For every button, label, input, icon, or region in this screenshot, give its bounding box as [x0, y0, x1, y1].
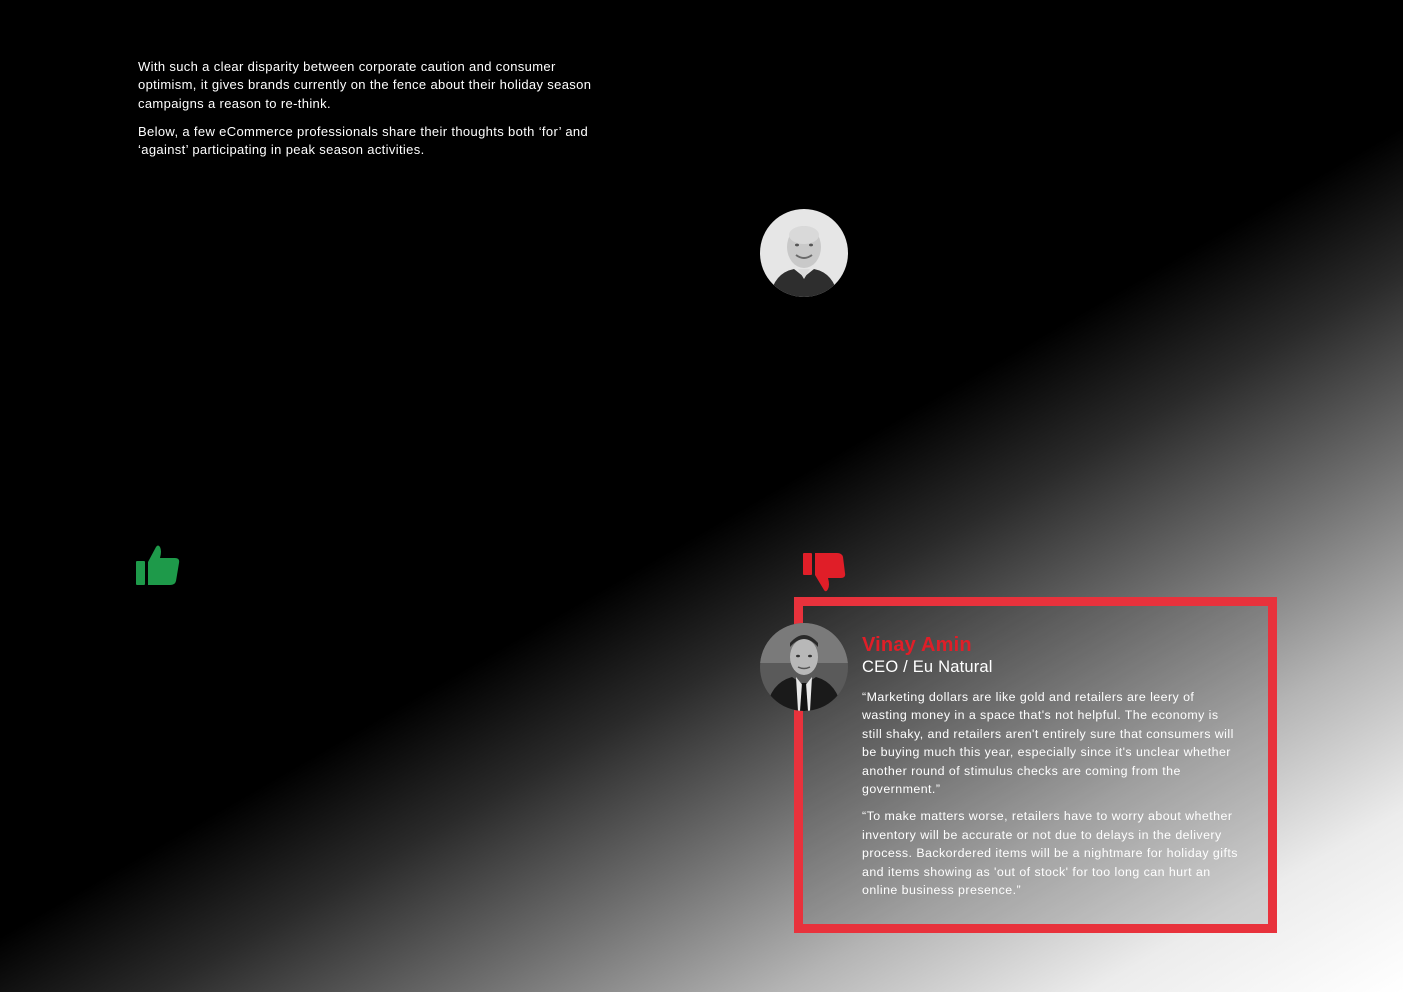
- thumbs-down-icon: [802, 552, 846, 592]
- intro-paragraph-1: With such a clear disparity between corporate caution and consumer optimism, it gives brands currently on the fence about their holiday season campaigns a reason to re-think.: [138, 59, 592, 111]
- person-role: CEO / Eu Natural: [862, 658, 993, 676]
- quote-text: [862, 688, 1242, 908]
- avatar-vinay-amin: [760, 623, 848, 711]
- intro-paragraph-2: Below, a few eCommerce professionals share their thoughts both ‘for’ and ‘against’ participating in peak season activities.: [138, 123, 589, 158]
- quote-paragraph-2: “To make matters worse, retailers have to worry about whether inventory will be accurate or not due to delays in the delivery process. Backordered items will be a nightmare for holiday gifts and items showing as 'out of stock' for too long can hurt an online business presence.”: [862, 809, 1238, 898]
- avatar-top: [760, 209, 848, 297]
- intro-text: [138, 58, 608, 169]
- avatar-top-photo: [760, 209, 848, 297]
- thumbs-up-icon: [135, 545, 181, 587]
- person-name: Vinay Amin: [862, 634, 972, 656]
- quote-paragraph-1: “Marketing dollars are like gold and retailers are leery of wasting money in a space that's not helpful. The economy is still shaky, and retailers aren't entirely sure that consumers will be buying much this year, especially since it's unclear whether another round of stimulus checks are coming from the government.”: [862, 690, 1234, 797]
- avatar-vinay-amin-photo: [760, 623, 848, 711]
